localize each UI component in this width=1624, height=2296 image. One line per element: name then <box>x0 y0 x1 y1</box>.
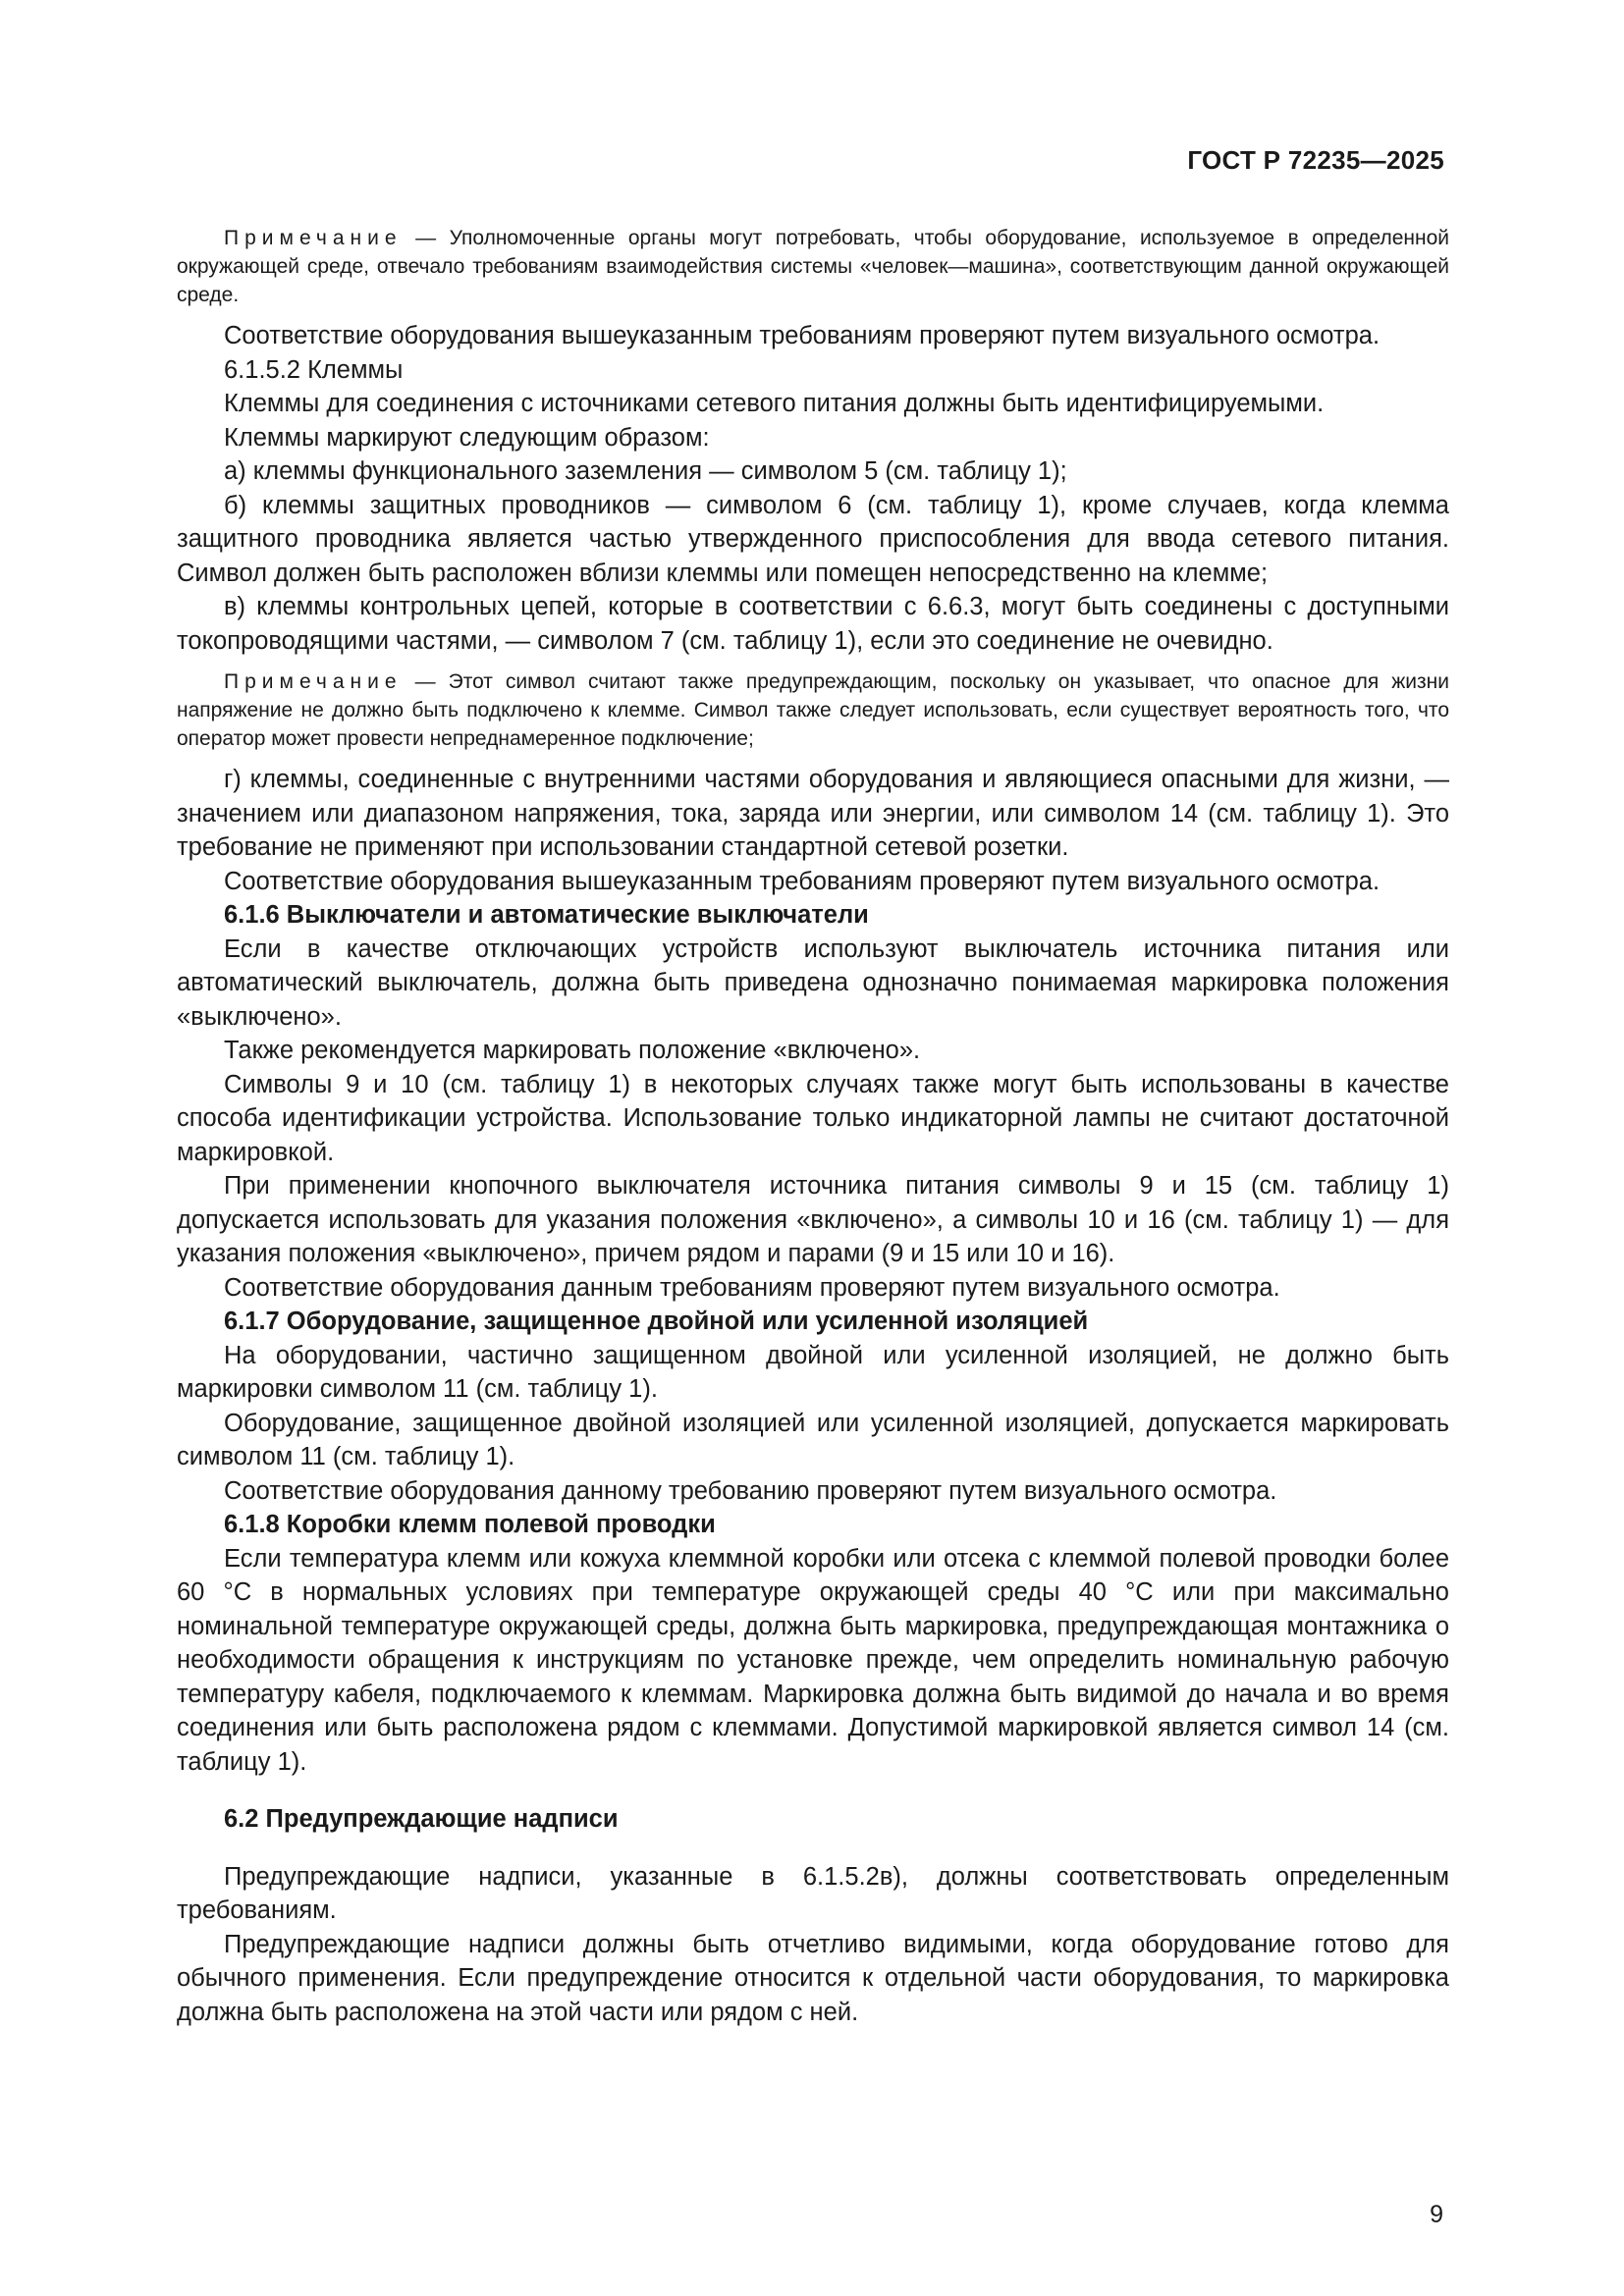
page-body <box>177 224 1449 2029</box>
section-heading: 6.1.8 Коробки клемм полевой проводки <box>224 1511 716 1538</box>
body-paragraph: Соответствие оборудования данным требованиям проверяют путем визуального осмотра. <box>224 1273 1280 1302</box>
body-paragraph: Соответствие оборудования данному требованию проверяют путем визуального осмотра. <box>224 1476 1277 1505</box>
note-label: Примечание <box>224 227 403 249</box>
body-paragraph: Если в качестве отключающих устройств используют выключатель источника питания или автоматический выключатель, должна быть приведена однозначно понимаемая маркировка положения «выключено». <box>177 934 1449 1031</box>
body-paragraph: Предупреждающие надписи, указанные в 6.1.5.2в), должны соответствовать определенным требованиям. <box>177 1862 1449 1924</box>
note-text: — Этот символ считают также предупреждающим, поскольку он указывает, что опасное для жизни напряжение не должно быть подключено к клемме. Символ также следует использовать, если существует вероятность того, что оператор может провести непреднамеренное подключение; <box>177 670 1449 750</box>
body-paragraph: Клеммы для соединения с источниками сетевого питания должны быть идентифицируемыми. <box>224 390 1325 417</box>
note-text: — Уполномоченные органы могут потребовать, чтобы оборудование, используемое в определенной окружающей среде, отвечало требованиям взаимодействия системы «человек—машина», соответствующим данной окружающей среде. <box>177 227 1449 306</box>
body-paragraph: Соответствие оборудования вышеуказанным требованиям проверяют путем визуального осмотра. <box>224 867 1380 895</box>
page-number: 9 <box>1430 2201 1443 2228</box>
body-paragraph: Символы 9 и 10 (см. таблицу 1) в некоторых случаях также могут быть использованы в качестве способа идентификации устройства. Использование только индикаторной лампы не считают достаточной маркировкой. <box>177 1070 1449 1166</box>
list-item: а) клеммы функционального заземления — символом 5 (см. таблицу 1); <box>224 457 1067 485</box>
body-paragraph: Оборудование, защищенное двойной изоляцией или усиленной изоляцией, допускается маркировать символом 11 (см. таблицу 1). <box>177 1409 1449 1470</box>
note-paragraph <box>177 224 1449 309</box>
body-paragraph: На оборудовании, частично защищенном двойной или усиленной изоляцией, не должно быть маркировки символом 11 (см. таблицу 1). <box>177 1341 1449 1403</box>
body-paragraph: Также рекомендуется маркировать положение «включено». <box>224 1037 921 1064</box>
body-paragraph: Если температура клемм или кожуха клеммной коробки или отсека с клеммой полевой проводки более 60 °С в нормальных условиях при температуре окружающей среды 40 °С или при максимально номинальной температуре окружающей среды, должна быть маркировка, предупреждающая монтажника о необходимости обращения к инструкциям по установке прежде, чем определить номинальную рабочую температуру кабеля, подключаемого к клеммам. Маркировка должна быть видимой до начала и во время соединения или быть расположена рядом с клеммами. Допустимой маркировкой является символ 14 (см. таблицу 1). <box>177 1544 1449 1776</box>
section-heading: 6.1.6 Выключатели и автоматические выключатели <box>224 901 869 929</box>
section-heading: 6.2 Предупреждающие надписи <box>224 1805 619 1833</box>
list-item: г) клеммы, соединенные с внутренними частями оборудования и являющиеся опасными для жизни, — значением или диапазоном напряжения, тока, заряда или энергии, или символом 14 (см. таблицу 1). Это требование не применяют при использовании стандартной сетевой розетки. <box>177 766 1449 861</box>
body-paragraph: Клеммы маркируют следующим образом: <box>224 423 710 452</box>
body-paragraph: При применении кнопочного выключателя источника питания символы 9 и 15 (см. таблицу 1) допускается использовать для указания положения «включено», а символы 10 и 16 (см. таблицу 1) — для указания положения «выключено», причем рядом и парами (9 и 15 или 10 и 16). <box>177 1172 1449 1267</box>
body-paragraph: Соответствие оборудования вышеуказанным требованиям проверяют путем визуального осмотра. <box>224 322 1380 349</box>
document-header: ГОСТ Р 72235—2025 <box>1187 145 1444 175</box>
section-heading: 6.1.7 Оборудование, защищенное двойной или усиленной изоляцией <box>224 1308 1089 1335</box>
note-paragraph <box>177 667 1449 753</box>
list-item: в) клеммы контрольных цепей, которые в соответствии с 6.6.3, могут быть соединены с доступными токопроводящими частями, — символом 7 (см. таблицу 1), если это соединение не очевидно. <box>177 593 1449 655</box>
note-label: Примечание <box>224 670 403 693</box>
subsection-title: 6.1.5.2 Клеммы <box>224 355 404 384</box>
body-paragraph: Предупреждающие надписи должны быть отчетливо видимыми, когда оборудование готово для обычного применения. Если предупреждение относится к отдельной части оборудования, то маркировка должна быть расположена на этой части или рядом с ней. <box>177 1930 1449 2026</box>
list-item: б) клеммы защитных проводников — символом 6 (см. таблицу 1), кроме случаев, когда клемма защитного проводника является частью утвержденного приспособления для ввода сетевого питания. Символ должен быть расположен вблизи клеммы или помещен непосредственно на клемме; <box>177 491 1449 587</box>
